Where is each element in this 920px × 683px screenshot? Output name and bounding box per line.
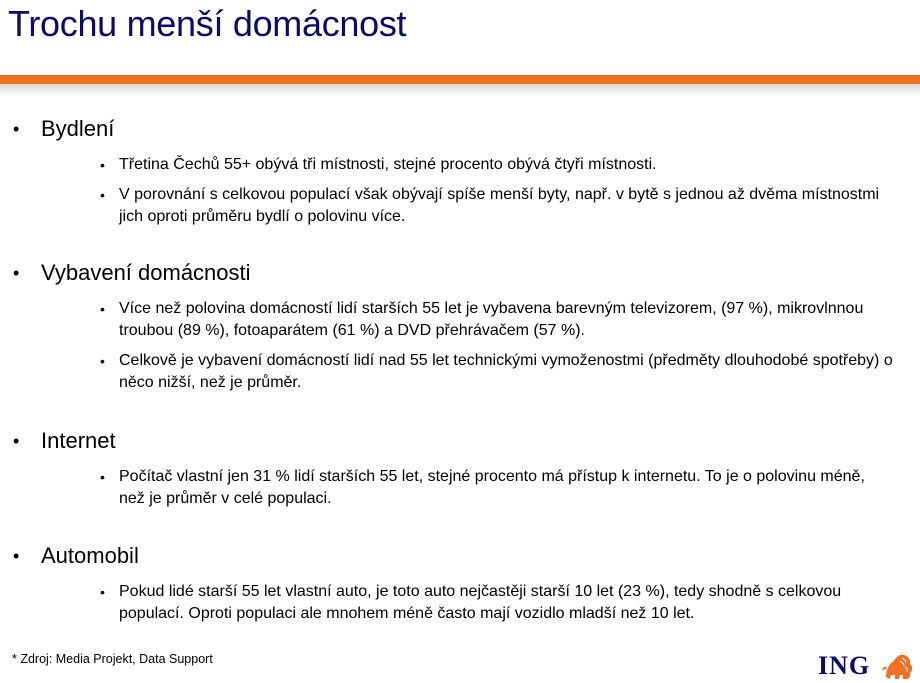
section-heading-row xyxy=(0,543,920,573)
section-heading: Bydlení xyxy=(41,116,115,141)
bullet-text: V porovnání s celkovou populací však obývají spíše menší byty, např. v bytě s jednou až dvěma místnostmi jich oproti průměru bydlí o polovinu více. xyxy=(119,186,880,225)
section-heading: Vybavení domácnosti xyxy=(41,260,251,285)
section-bydleni xyxy=(0,116,920,228)
bullet-point xyxy=(0,184,920,228)
section-vybaveni xyxy=(0,260,920,394)
bullet-icon: • xyxy=(100,353,105,369)
bullet-icon: • xyxy=(13,119,20,139)
bullet-point xyxy=(0,298,920,342)
bullet-text: Celkově je vybavení domácností lidí nad 55 let technickými vymoženostmi (předměty dlouhodobé spotřeby) o něco nižší, než je průměr. xyxy=(119,352,893,391)
section-automobil xyxy=(0,543,920,625)
title-bar-shadow xyxy=(0,84,920,96)
bullet-icon: • xyxy=(100,584,105,600)
slide-title: Trochu menší domácnost xyxy=(8,3,407,44)
bullet-point xyxy=(0,581,920,625)
bullet-icon: • xyxy=(100,301,105,317)
bullet-icon: • xyxy=(13,546,20,566)
bullet-icon: • xyxy=(100,187,105,203)
source-footnote: * Zdroj: Media Projekt, Data Support xyxy=(12,652,213,666)
bullet-icon: • xyxy=(100,157,105,173)
bullet-point xyxy=(0,350,920,394)
bullet-text: Počítač vlastní jen 31 % lidí starších 55 let, stejné procento má přístup k internetu. To je o polovinu méně, než je průměr v celé populaci. xyxy=(119,468,865,507)
section-internet xyxy=(0,428,920,510)
bullet-point xyxy=(0,154,920,176)
bullet-text: Více než polovina domácností lidí starších 55 let je vybavena barevným televizorem, (97 %), mikrovlnnou troubou (89 %), fotoaparátem (61 %) a DVD přehrávačem (57 %). xyxy=(119,300,864,339)
section-heading: Internet xyxy=(41,428,116,453)
section-heading-row xyxy=(0,260,920,290)
bullet-icon: • xyxy=(13,263,20,283)
logo-text: ING xyxy=(818,651,871,680)
title-accent-bar xyxy=(0,75,920,84)
bullet-point xyxy=(0,466,920,510)
bullet-text: Pokud lidé starší 55 let vlastní auto, je toto auto nejčastěji starší 10 let (23 %), tedy shodně s celkovou populací. Oproti populaci ale mnohem méně často mají vozidlo mladší než 10 let. xyxy=(119,583,842,622)
ing-logo xyxy=(818,650,918,682)
lion-icon xyxy=(880,650,914,682)
bullet-icon: • xyxy=(100,469,105,485)
bullet-text: Třetina Čechů 55+ obývá tři místnosti, stejné procento obývá čtyři místnosti. xyxy=(119,156,657,173)
section-heading: Automobil xyxy=(41,543,139,568)
section-heading-row xyxy=(0,428,920,458)
bullet-icon: • xyxy=(13,431,20,451)
section-heading-row xyxy=(0,116,920,146)
